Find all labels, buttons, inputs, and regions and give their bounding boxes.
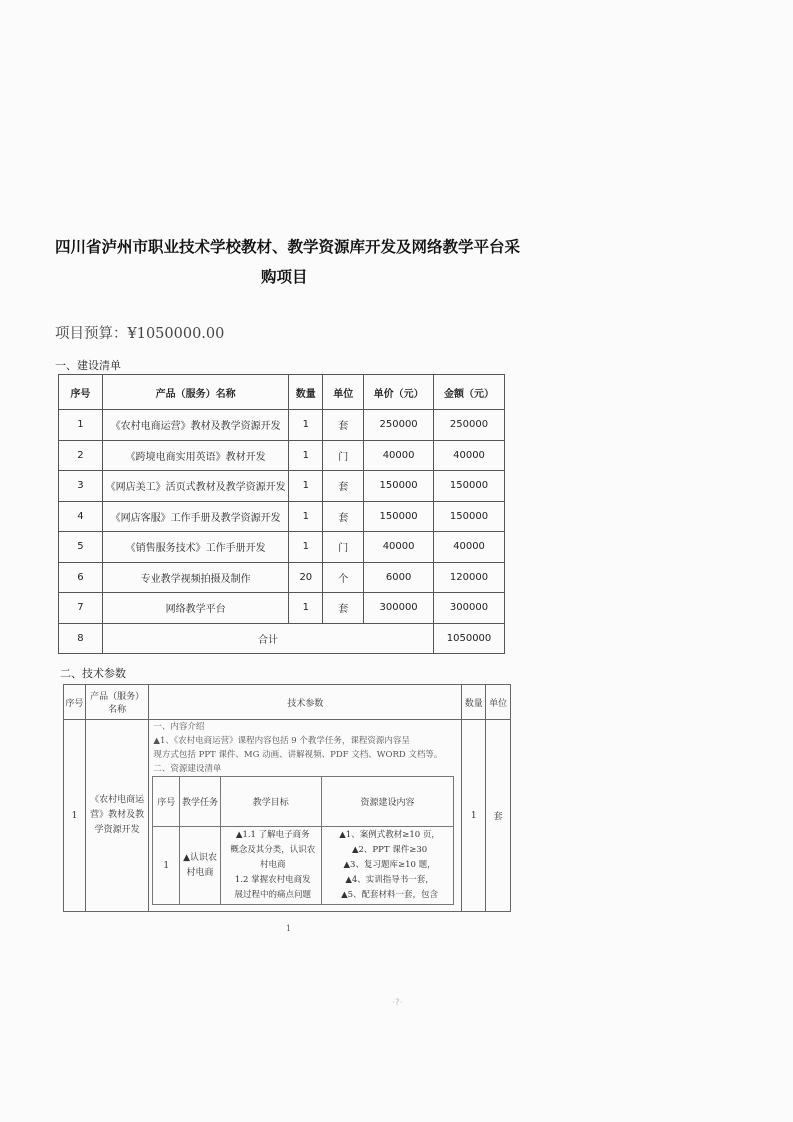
product-name: 《农村电商运营》教材及教学资源开发 [102, 410, 288, 441]
unit-price: 150000 [364, 501, 434, 532]
quantity: 1 [289, 410, 323, 441]
goal-line: ▲1.1 了解电子商务 [235, 830, 310, 840]
header-cell: 单位 [323, 375, 364, 410]
document-title [55, 232, 535, 292]
tech-line: 一、内容介绍 [153, 722, 205, 732]
header-tech: 技术参数 [149, 685, 462, 720]
row-qty: 1 [462, 720, 486, 912]
header-cell: 金额（元） [434, 375, 505, 410]
inner-header-cell: 教学任务 [180, 777, 221, 827]
inner-goal [220, 827, 321, 905]
goal-line: 展过程中的痛点问题 [234, 890, 312, 900]
amount: 150000 [434, 471, 505, 502]
construction-list-table [58, 374, 505, 654]
tech-line: ▲1、《农村电商运营》课程内容包括 9 个教学任务，课程资源内容呈 [153, 736, 410, 746]
unit-price: 250000 [364, 410, 434, 441]
content-line: ▲1、案例式教材≥10 页， [339, 830, 440, 840]
product-name: 《跨境电商实用英语》教材开发 [102, 440, 288, 471]
header-cell: 序号 [59, 375, 103, 410]
technical-parameters-table [63, 684, 511, 912]
unit: 门 [323, 532, 364, 563]
inner-task: ▲认识农村电商 [180, 827, 221, 905]
title-line-2: 购项目 [261, 268, 308, 286]
amount: 40000 [434, 440, 505, 471]
inner-row [153, 827, 454, 905]
header-name: 产品（服务）名称 [85, 685, 149, 720]
unit: 套 [323, 410, 364, 441]
unit: 个 [323, 562, 364, 593]
inner-header-cell: 序号 [153, 777, 180, 827]
unit-price: 40000 [364, 440, 434, 471]
table-row [59, 501, 505, 532]
quantity: 1 [289, 593, 323, 624]
section-2-heading: 二、技术参数 [60, 667, 126, 680]
total-amount: 1050000 [434, 623, 505, 654]
amount: 40000 [434, 532, 505, 563]
tech-line: 二、资源建设清单 [153, 764, 222, 774]
table-header-row [64, 685, 511, 720]
title-line-1: 四川省泸州市职业技术学校教材、教学资源库开发及网络教学平台采 [55, 238, 521, 256]
quantity: 1 [289, 471, 323, 502]
table-row [59, 410, 505, 441]
table-row [59, 471, 505, 502]
product-name: 网络教学平台 [102, 593, 288, 624]
unit-price: 6000 [364, 562, 434, 593]
amount: 300000 [434, 593, 505, 624]
table-row [59, 562, 505, 593]
total-label: 合计 [102, 623, 433, 654]
scan-mark: ·?· [392, 998, 403, 1008]
row-product-name: 《农村电商运营》教材及教学资源开发 [85, 720, 149, 912]
unit-price: 300000 [364, 593, 434, 624]
goal-line: 村电商 [260, 860, 286, 870]
table-row [59, 440, 505, 471]
inner-content [321, 827, 454, 905]
product-name: 专业教学视频拍摄及制作 [102, 562, 288, 593]
row-number: 1 [64, 720, 86, 912]
row-number: 4 [59, 501, 103, 532]
table-header-row [59, 375, 505, 410]
amount: 150000 [434, 501, 505, 532]
product-name: 《网店美工》活页式教材及教学资源开发 [102, 471, 288, 502]
content-line: ▲4、实训指导书一套， [345, 875, 434, 885]
unit: 门 [323, 440, 364, 471]
row-number: 7 [59, 593, 103, 624]
inner-header-row [153, 777, 454, 827]
quantity: 1 [289, 532, 323, 563]
amount: 250000 [434, 410, 505, 441]
total-row-number: 8 [59, 623, 103, 654]
inner-header-cell: 资源建设内容 [321, 777, 454, 827]
header-cell: 单价（元） [364, 375, 434, 410]
goal-line: 概念及其分类，认识农 [230, 845, 316, 855]
amount: 120000 [434, 562, 505, 593]
header-qty: 数量 [462, 685, 486, 720]
row-number: 3 [59, 471, 103, 502]
table-row [59, 593, 505, 624]
inner-header-cell: 教学目标 [220, 777, 321, 827]
table-row [64, 720, 511, 912]
product-name: 《网店客服》工作手册及教学资源开发 [102, 501, 288, 532]
header-unit: 单位 [486, 685, 511, 720]
row-number: 1 [59, 410, 103, 441]
project-budget: 项目预算：¥1050000.00 [55, 326, 225, 342]
unit-price: 150000 [364, 471, 434, 502]
inner-row-number: 1 [153, 827, 180, 905]
tech-line: 现方式包括 PPT 课件、MG 动画、讲解视频、PDF 文档、WORD 文档等。 [153, 750, 443, 760]
unit-price: 40000 [364, 532, 434, 563]
header-cell: 产品（服务）名称 [102, 375, 288, 410]
content-line: ▲2、PPT 课件≥30 [351, 845, 428, 855]
header-cell: 数量 [289, 375, 323, 410]
row-number: 2 [59, 440, 103, 471]
quantity: 1 [289, 440, 323, 471]
unit: 套 [323, 471, 364, 502]
section-1-heading: 一、建设清单 [55, 359, 121, 372]
total-row [59, 623, 505, 654]
content-line: ▲5、配套材料一套，包含 [341, 890, 439, 900]
row-number: 6 [59, 562, 103, 593]
header-no: 序号 [64, 685, 86, 720]
resource-list-table [152, 776, 454, 905]
page-number: 1 [286, 924, 292, 933]
unit: 套 [323, 593, 364, 624]
row-number: 5 [59, 532, 103, 563]
product-name: 《销售服务技术》工作手册开发 [102, 532, 288, 563]
content-line: ▲3、复习题库≥10 题， [343, 860, 436, 870]
quantity: 1 [289, 501, 323, 532]
tech-params-cell [149, 720, 462, 912]
row-unit: 套 [486, 720, 511, 912]
goal-line: 1.2 掌握农村电商发 [234, 875, 311, 885]
table-row [59, 532, 505, 563]
unit: 套 [323, 501, 364, 532]
quantity: 20 [289, 562, 323, 593]
